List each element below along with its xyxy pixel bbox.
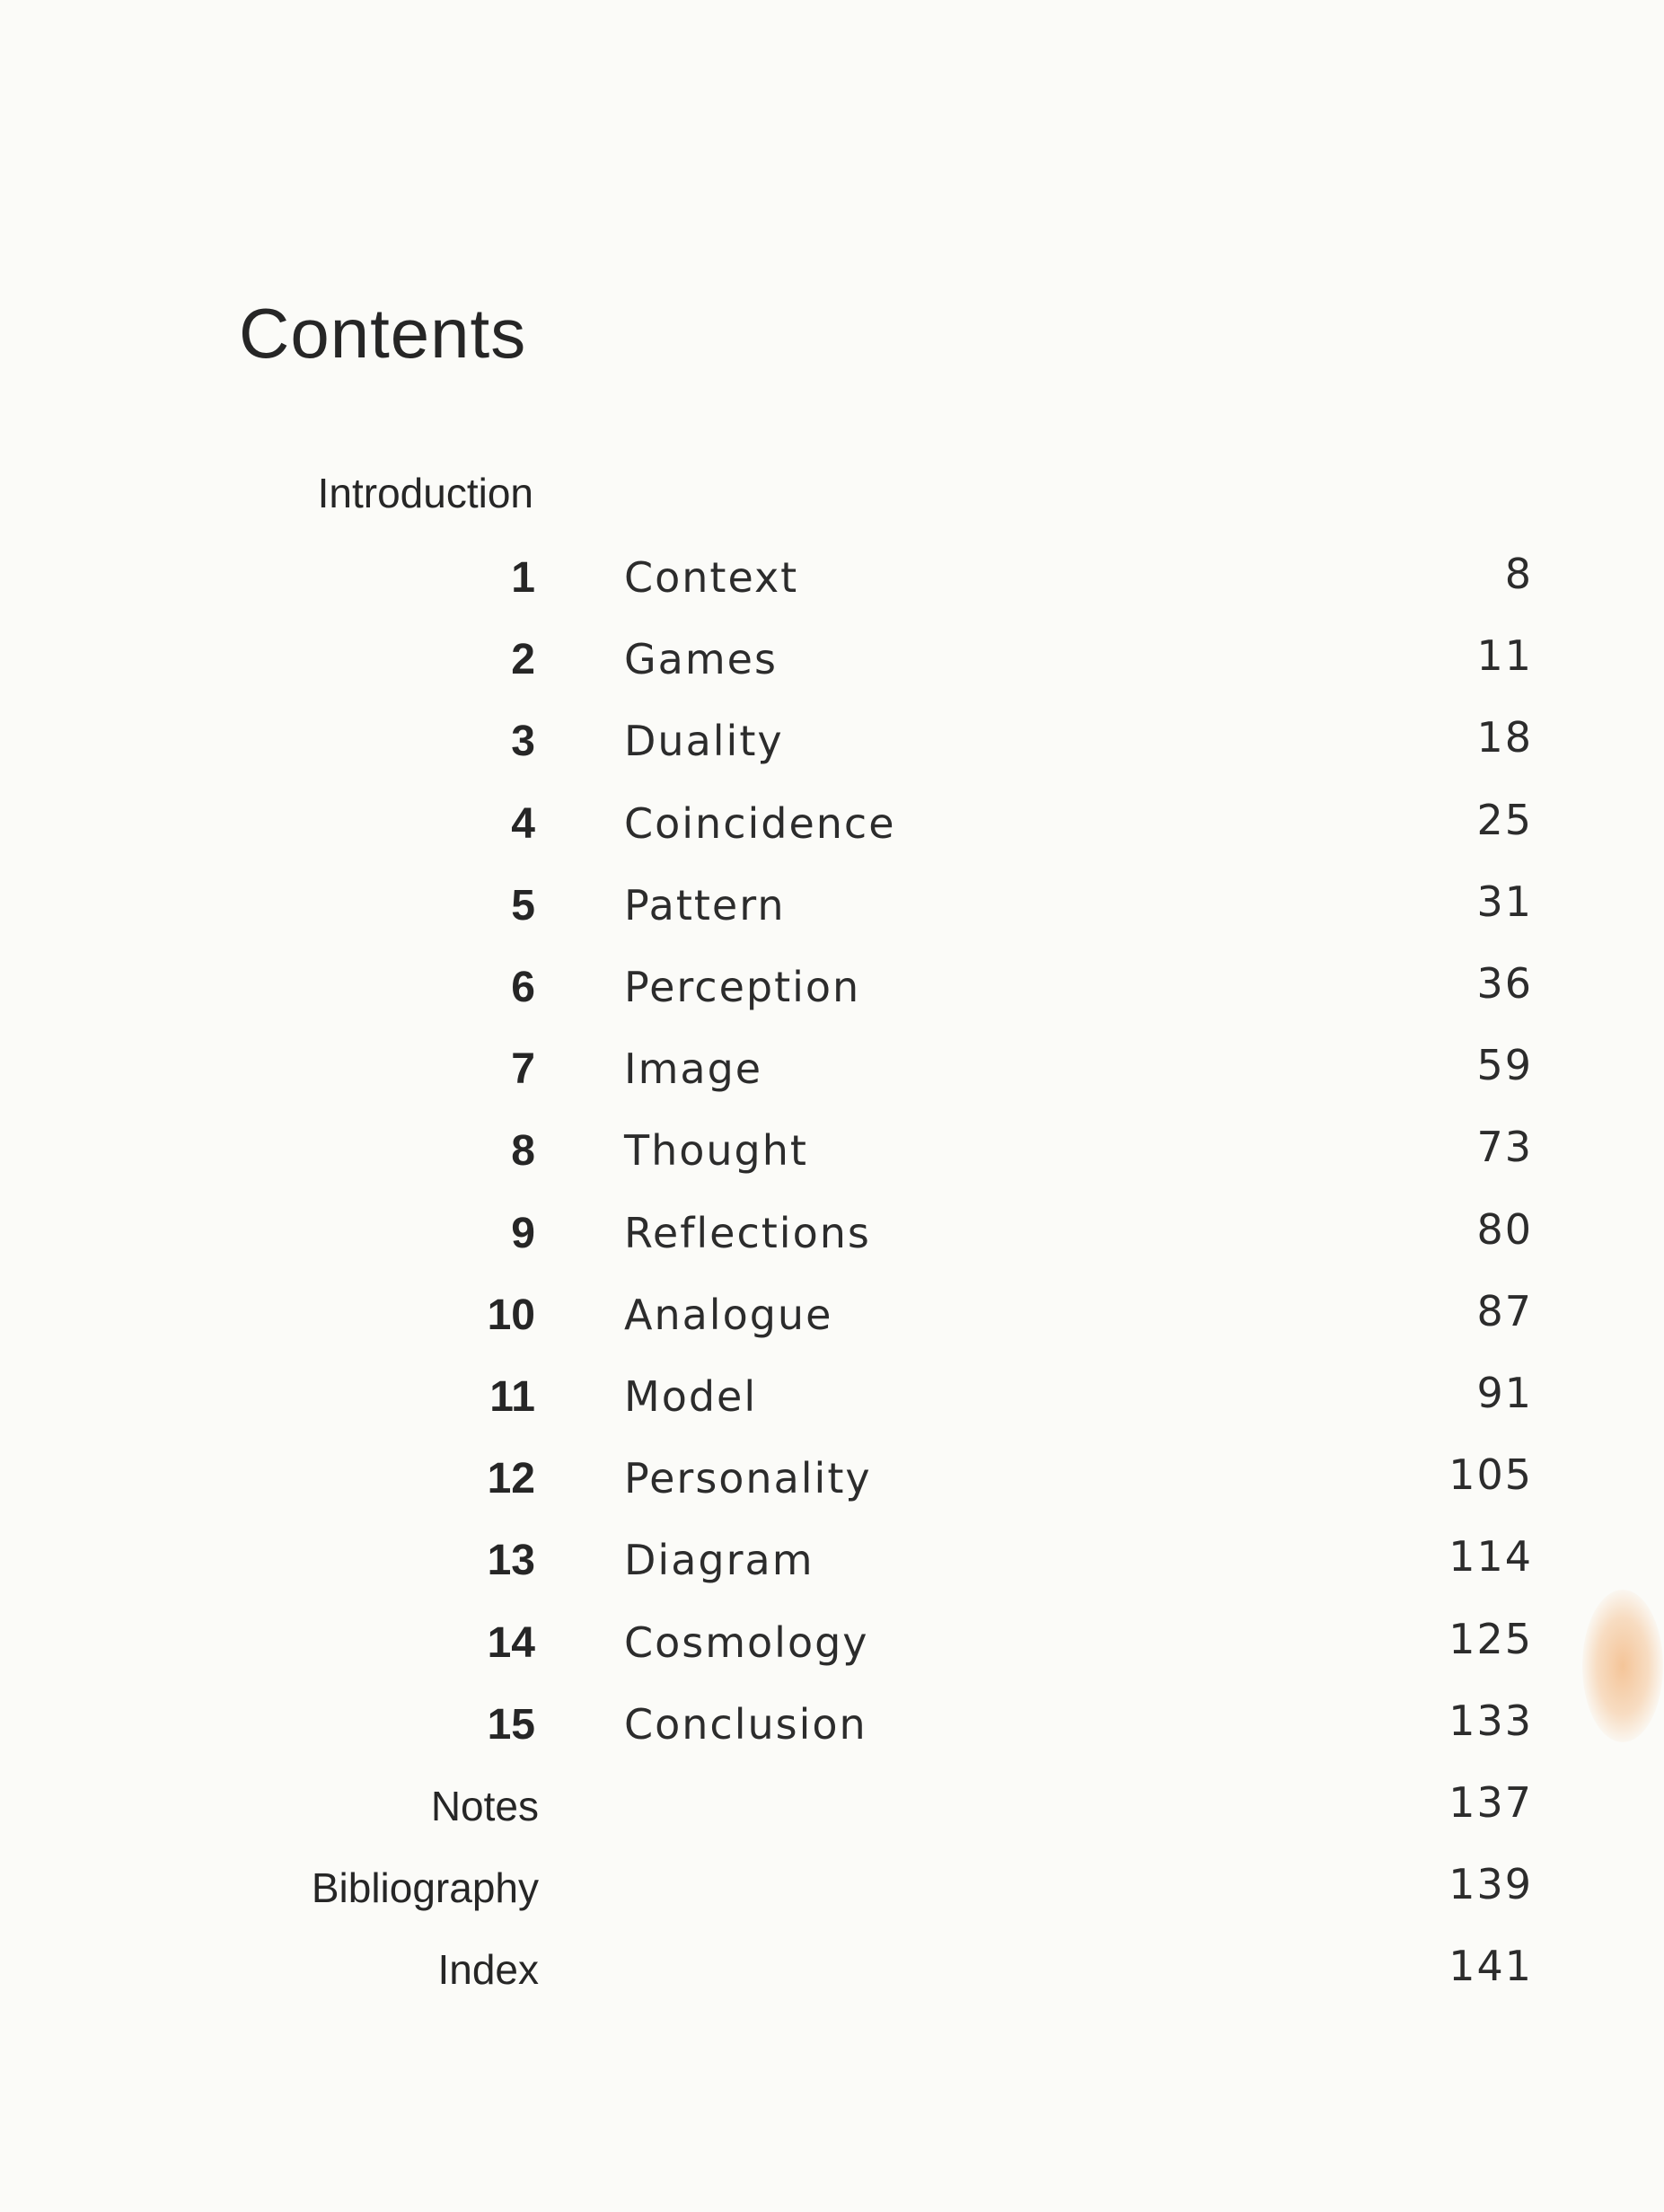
toc-row bbox=[0, 1532, 1664, 1593]
chapter-number: 6 bbox=[511, 964, 535, 1011]
chapter-number: 11 bbox=[489, 1373, 535, 1421]
page-number: 73 bbox=[1476, 1123, 1533, 1172]
chapter-number: 9 bbox=[511, 1209, 535, 1257]
chapter-number: 3 bbox=[511, 718, 535, 766]
chapter-number: 10 bbox=[487, 1291, 535, 1339]
page-number: 141 bbox=[1448, 1942, 1533, 1991]
chapter-title: Thought bbox=[624, 1126, 808, 1176]
chapter-number: 12 bbox=[487, 1455, 535, 1503]
page-number: 87 bbox=[1476, 1286, 1533, 1335]
toc-row bbox=[0, 1614, 1664, 1676]
chapter-number: 5 bbox=[511, 881, 535, 930]
toc-row bbox=[0, 1286, 1664, 1348]
chapter-title: Context bbox=[624, 553, 799, 602]
chapter-title: Personality bbox=[624, 1454, 872, 1503]
toc-row bbox=[0, 795, 1664, 857]
page-number: 25 bbox=[1476, 795, 1533, 844]
page-number: 8 bbox=[1504, 550, 1533, 598]
chapter-title: Cosmology bbox=[624, 1617, 869, 1667]
chapter-number: 13 bbox=[487, 1537, 535, 1585]
page-number: 59 bbox=[1476, 1041, 1533, 1090]
toc-row bbox=[0, 631, 1664, 692]
back-matter-row bbox=[0, 1860, 1664, 1921]
chapter-title: Analogue bbox=[624, 1290, 833, 1339]
chapter-number: 4 bbox=[511, 799, 535, 848]
chapter-number: 14 bbox=[487, 1618, 535, 1667]
toc-row bbox=[0, 1041, 1664, 1102]
back-matter-row bbox=[0, 1942, 1664, 2003]
chapter-title: Pattern bbox=[624, 880, 786, 930]
introduction-label: Introduction bbox=[317, 470, 533, 516]
toc-row bbox=[0, 1696, 1664, 1758]
toc-row bbox=[0, 1204, 1664, 1266]
toc-row bbox=[0, 1369, 1664, 1430]
chapter-title: Diagram bbox=[624, 1536, 814, 1585]
page-number: 105 bbox=[1448, 1450, 1533, 1500]
page-number: 18 bbox=[1476, 713, 1533, 762]
chapter-title: Games bbox=[624, 635, 778, 684]
chapter-number: 7 bbox=[511, 1045, 535, 1094]
chapter-title: Coincidence bbox=[624, 798, 896, 848]
chapter-number: 2 bbox=[511, 636, 535, 684]
page-title: Contents bbox=[239, 294, 527, 374]
page-number: 36 bbox=[1476, 959, 1533, 1008]
back-matter-row bbox=[0, 1778, 1664, 1839]
toc-row bbox=[0, 550, 1664, 611]
page-number: 139 bbox=[1448, 1860, 1533, 1909]
page-number: 137 bbox=[1448, 1778, 1533, 1827]
page-number: 80 bbox=[1476, 1204, 1533, 1254]
toc-row bbox=[0, 1123, 1664, 1184]
toc-row bbox=[0, 959, 1664, 1020]
back-matter-label: Notes bbox=[430, 1783, 539, 1829]
chapter-title: Perception bbox=[624, 963, 861, 1011]
page-number: 11 bbox=[1476, 631, 1533, 681]
page-number: 31 bbox=[1476, 877, 1533, 926]
toc-row bbox=[0, 877, 1664, 939]
chapter-title: Reflections bbox=[624, 1208, 871, 1257]
chapter-title: Conclusion bbox=[624, 1699, 867, 1749]
toc-row bbox=[0, 1450, 1664, 1511]
toc-row bbox=[0, 713, 1664, 774]
chapter-title: Duality bbox=[624, 717, 784, 766]
chapter-number: 15 bbox=[487, 1700, 535, 1749]
chapter-title: Image bbox=[624, 1044, 763, 1094]
chapter-number: 1 bbox=[511, 554, 535, 602]
chapter-number: 8 bbox=[511, 1127, 535, 1176]
back-matter-label: Bibliography bbox=[311, 1864, 539, 1912]
page-number: 133 bbox=[1448, 1696, 1533, 1745]
paper-stain bbox=[1582, 1590, 1663, 1742]
page-number: 125 bbox=[1448, 1614, 1533, 1663]
back-matter-label: Index bbox=[437, 1946, 539, 1994]
chapter-title: Model bbox=[624, 1372, 758, 1421]
page-number: 114 bbox=[1448, 1532, 1533, 1582]
page-number: 91 bbox=[1476, 1369, 1533, 1417]
